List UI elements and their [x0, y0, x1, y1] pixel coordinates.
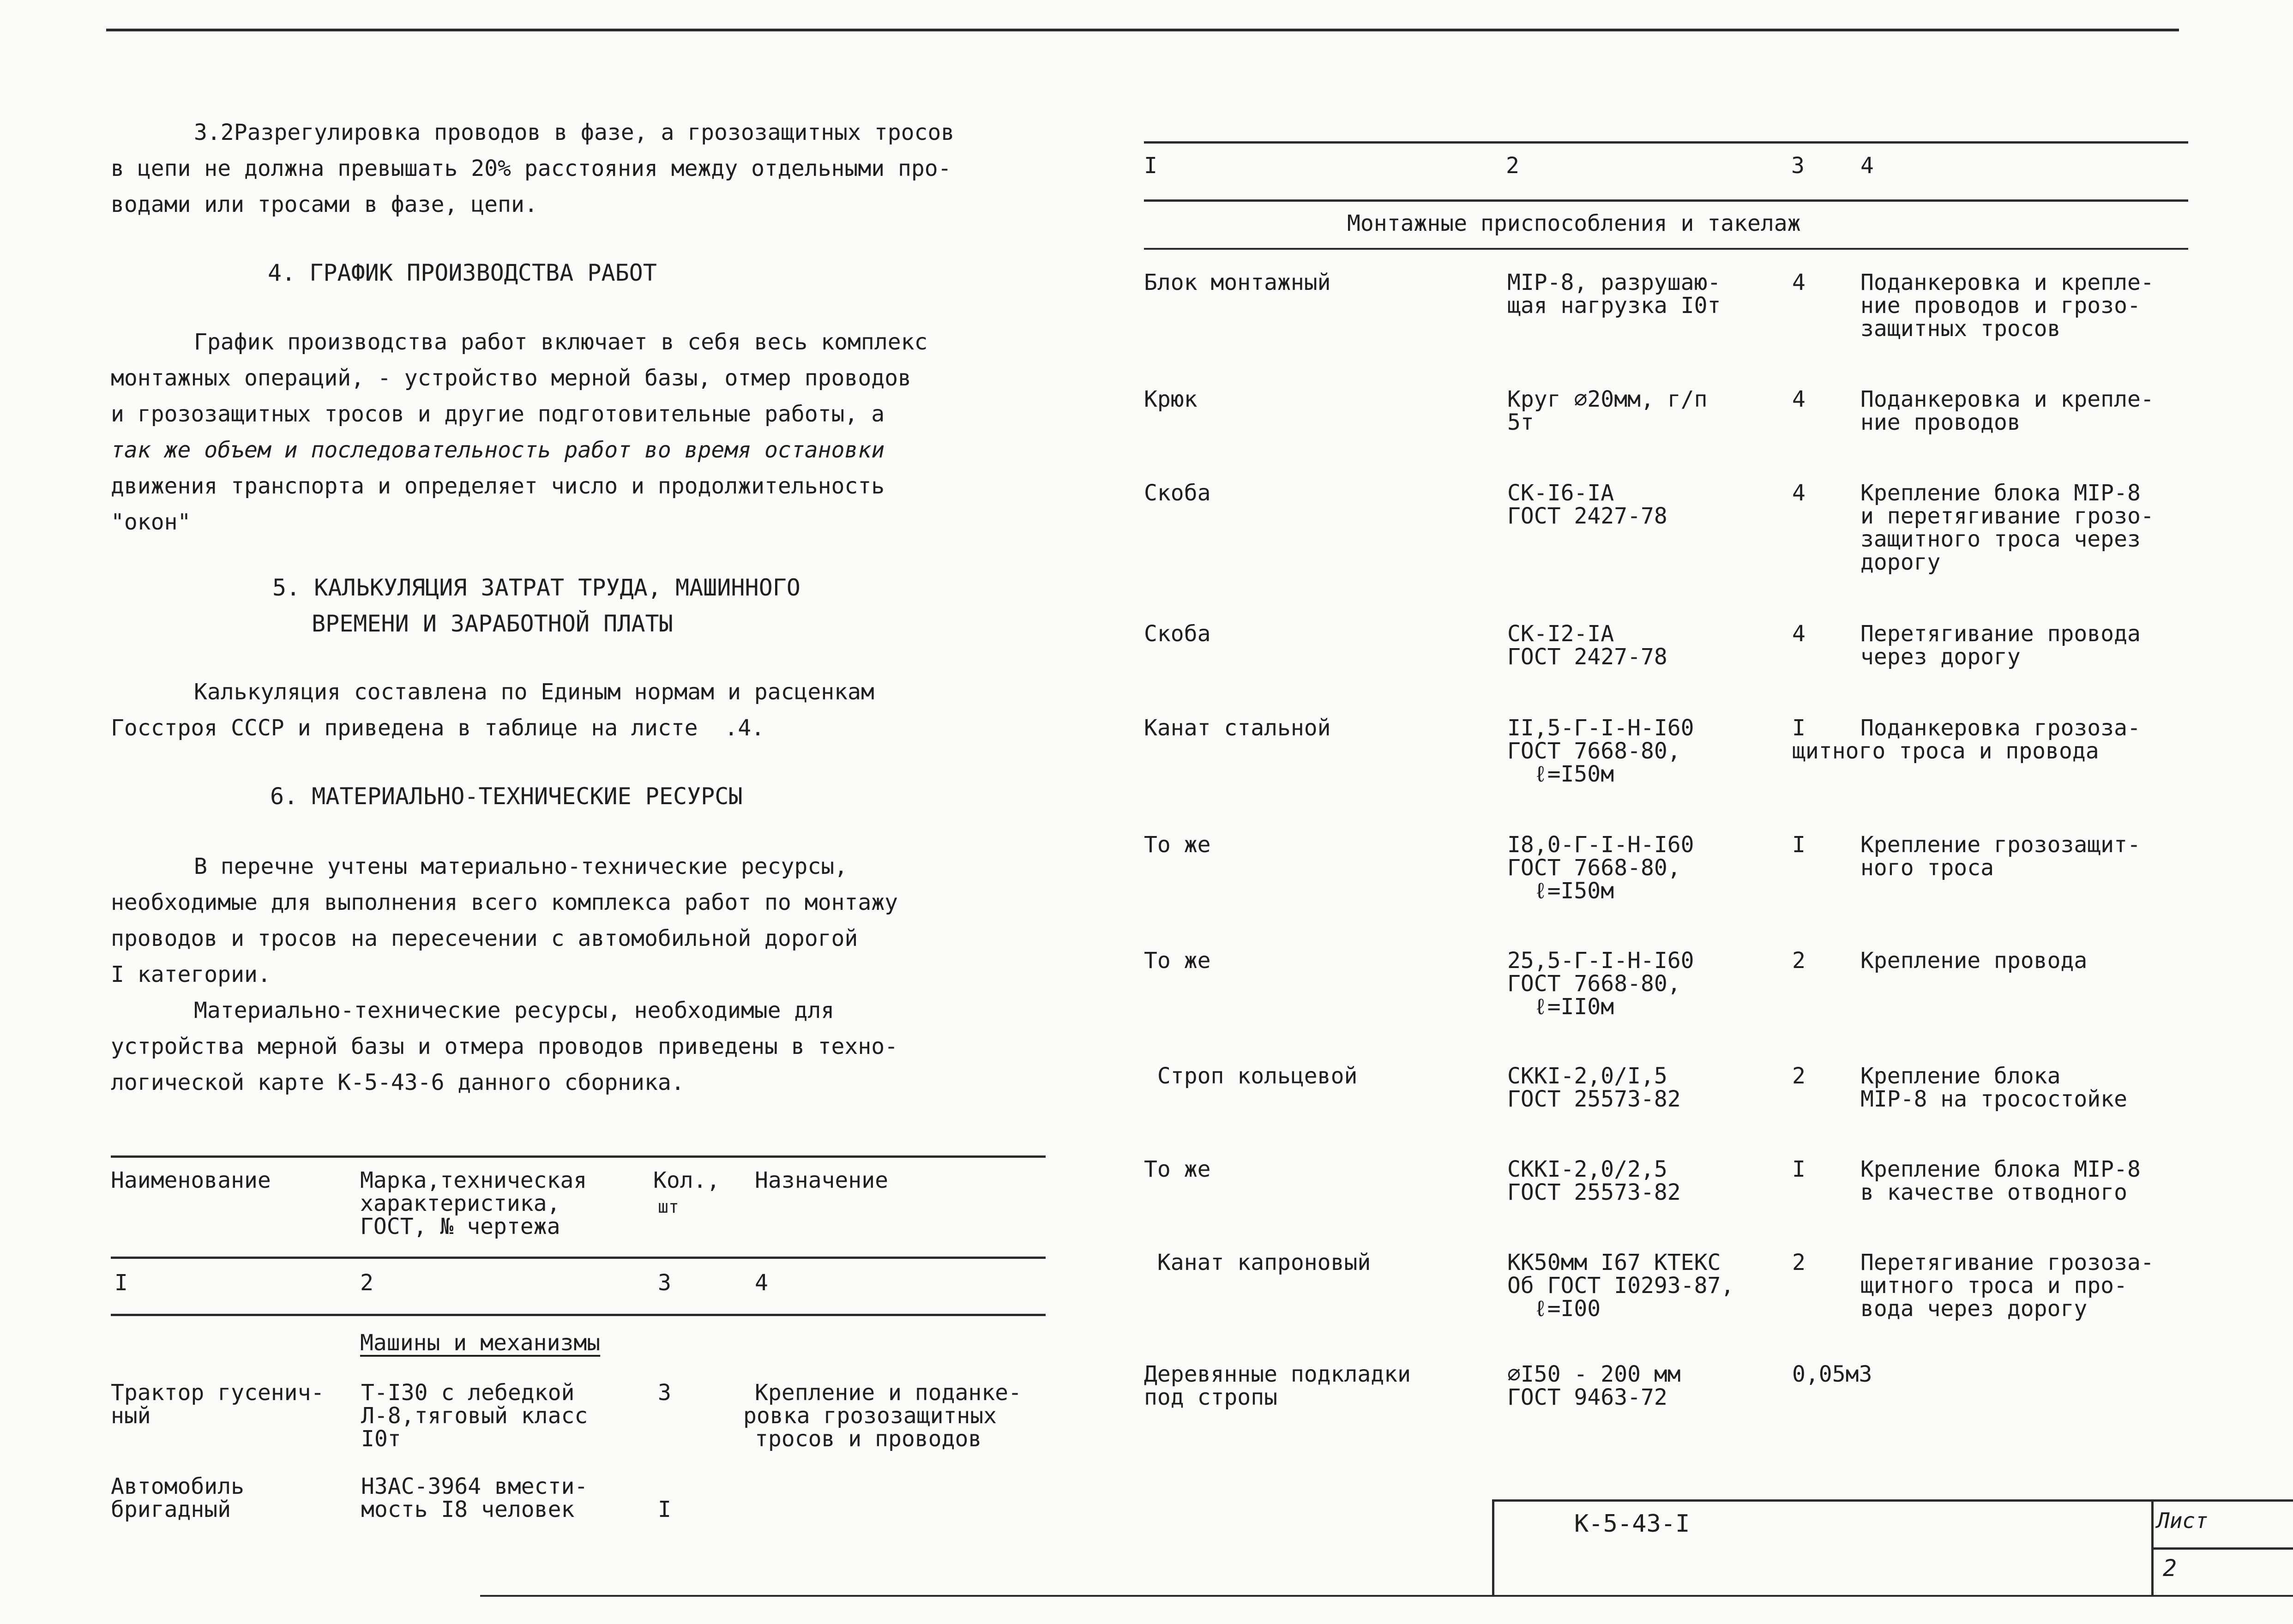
- r-row8-mark-2: ГОСТ 25573-82: [1507, 1086, 1681, 1112]
- r-row6-mark-2: ГОСТ 7668-80,: [1507, 855, 1681, 881]
- r-row10-mark-2: Об ГОСТ I0293-87,: [1507, 1273, 1734, 1299]
- r-row2-mark-1: Круг ∅20мм, г/п: [1507, 386, 1708, 412]
- r-row6-name: То же: [1144, 832, 1211, 858]
- section-4-line-1: График производства работ включает в себя весь комплекс: [194, 329, 928, 355]
- r-row1-purpose-3: защитных тросов: [1860, 316, 2061, 342]
- r-row1-qty: 4: [1792, 270, 1806, 295]
- r-row2-purpose-1: Поданкеровка и крепле-: [1860, 386, 2154, 412]
- row2-name-2: бригадный: [111, 1497, 231, 1522]
- table-rule-top: [111, 1155, 1046, 1158]
- stamp-mid-rule: [2151, 1547, 2293, 1550]
- r-row11-name-1: Деревянные подкладки: [1144, 1361, 1411, 1387]
- r-row10-mark-1: КК50мм I67 КТЕКС: [1507, 1250, 1721, 1275]
- section-5-title-line-1: 5. КАЛЬКУЛЯЦИЯ ЗАТРАТ ТРУДА, МАШИННОГО: [272, 574, 800, 601]
- col-number-3: 3: [658, 1270, 671, 1296]
- sheet-label: Лист: [2157, 1508, 2208, 1533]
- r-row3-purpose-4: дорогу: [1860, 549, 1941, 575]
- bottom-rule: [480, 1595, 2293, 1597]
- row1-purpose-1: Крепление и поданке-: [755, 1380, 1022, 1406]
- section-6-line-7: логической карте К-5-43-6 данного сборника.: [111, 1070, 685, 1095]
- r-row10-purpose-3: вода через дорогу: [1860, 1296, 2088, 1322]
- r-row3-name: Скоба: [1144, 480, 1211, 506]
- r-row5-purpose-1: Поданкеровка грозоза-: [1860, 715, 2141, 741]
- r-row2-name: Крюк: [1144, 386, 1198, 412]
- r-row11-mark-2: ГОСТ 9463-72: [1507, 1384, 1667, 1410]
- right-col-number-1: I: [1144, 153, 1157, 179]
- col-number-1: I: [114, 1270, 128, 1296]
- section-5-line-2: Госстроя СССР и приведена в таблице на листе .4.: [111, 715, 765, 741]
- section-6-line-4: I категории.: [111, 962, 271, 987]
- r-row3-mark-1: СК-I6-IA: [1507, 480, 1614, 506]
- r-row7-mark-3: ℓ=II0м: [1507, 994, 1614, 1020]
- section-6-line-3: проводов и тросов на пересечении с автомобильной дорогой: [111, 926, 858, 951]
- section-4-line-2: монтажных операций, - устройство мерной базы, отмер проводов: [111, 365, 911, 391]
- r-row9-purpose-2: в качестве отводного: [1860, 1179, 2127, 1205]
- section-5-title-line-2: ВРЕМЕНИ И ЗАРАБОТНОЙ ПЛАТЫ: [312, 610, 673, 637]
- section-4-line-4: так же объем и последовательность работ во время остановки: [111, 437, 885, 463]
- sheet-number: 2: [2163, 1555, 2177, 1582]
- para-3-2-line-2: в цепи не должна превышать 20% расстояния между отдельными про-: [111, 156, 951, 181]
- section-6-line-6: устройства мерной базы и отмера проводов приведены в техно-: [111, 1034, 898, 1059]
- r-row1-name: Блок монтажный: [1144, 270, 1331, 295]
- r-row9-purpose-1: Крепление блока МIР-8: [1860, 1156, 2141, 1182]
- r-row10-purpose-2: щитного троса и про-: [1860, 1273, 2127, 1299]
- r-row5-mark-1: II,5-Г-I-Н-I60: [1507, 715, 1694, 741]
- r-row3-mark-2: ГОСТ 2427-78: [1507, 503, 1667, 529]
- r-row9-mark-1: СККI-2,0/2,5: [1507, 1156, 1667, 1182]
- row1-qty: 3: [658, 1380, 671, 1406]
- r-row8-purpose-2: МIР-8 на тросостойке: [1860, 1086, 2127, 1112]
- r-row2-qty: 4: [1792, 386, 1806, 412]
- r-row10-purpose-1: Перетягивание грозоза-: [1860, 1250, 2154, 1275]
- row1-mark-3: I0т: [361, 1426, 401, 1452]
- right-col-number-4: 4: [1860, 153, 1874, 179]
- document-code: К-5-43-I: [1574, 1510, 1690, 1538]
- r-row1-purpose-2: ние проводов и грозо-: [1860, 293, 2141, 319]
- section-4-title: 4. ГРАФИК ПРОИЗВОДСТВА РАБОТ: [268, 259, 657, 286]
- r-row8-purpose-1: Крепление блока: [1860, 1063, 2061, 1089]
- r-row9-name: То же: [1144, 1156, 1211, 1182]
- row1-name-1: Трактор гусенич-: [111, 1380, 325, 1406]
- r-row11-qty: 0,05м3: [1792, 1361, 1872, 1387]
- section-6-line-1: В перечне учтены материально-технические ресурсы,: [194, 854, 848, 879]
- r-row1-mark-1: МIР-8, разрушаю-: [1507, 270, 1721, 295]
- r-row7-qty: 2: [1792, 948, 1806, 974]
- r-row7-name: То же: [1144, 948, 1211, 974]
- row1-mark-2: Л-8,тяговый класс: [361, 1403, 588, 1429]
- header-qty-2: шт: [658, 1197, 679, 1217]
- section-6-title: 6. МАТЕРИАЛЬНО-ТЕХНИЧЕСКИЕ РЕСУРСЫ: [270, 783, 743, 810]
- row1-purpose-2: ровка грозозащитных: [743, 1403, 997, 1429]
- machines-section-title: Машины и механизмы: [360, 1330, 601, 1356]
- r-row11-mark-1: ∅I50 - 200 мм: [1507, 1361, 1681, 1387]
- row1-mark-1: Т-I30 с лебедкой: [361, 1380, 575, 1406]
- stamp-left-rule: [1492, 1499, 1494, 1596]
- section-6-line-5: Материально-технические ресурсы, необходимые для: [194, 998, 835, 1023]
- para-3-2-line-1: 3.2Разрегулировка проводов в фазе, а грозозащитных тросов: [194, 120, 955, 145]
- right-col-number-2: 2: [1506, 153, 1519, 179]
- r-row5-name: Канат стальной: [1144, 715, 1331, 741]
- col-number-2: 2: [360, 1270, 373, 1296]
- r-row7-mark-2: ГОСТ 7668-80,: [1507, 971, 1681, 997]
- r-row11-name-2: под стропы: [1144, 1384, 1277, 1410]
- r-row4-purpose-1: Перетягивание провода: [1860, 621, 2141, 647]
- r-row8-mark-1: СККI-2,0/I,5: [1507, 1063, 1667, 1089]
- r-row8-qty: 2: [1792, 1063, 1806, 1089]
- header-qty-1: Кол.,: [653, 1167, 720, 1193]
- para-3-2-line-3: водами или тросами в фазе, цепи.: [111, 192, 538, 217]
- r-row1-mark-2: щая нагрузка I0т: [1507, 293, 1721, 319]
- section-4-line-6: "окон": [111, 509, 191, 535]
- r-row7-purpose-1: Крепление провода: [1860, 948, 2088, 974]
- top-rule: [106, 29, 2179, 31]
- col-number-4: 4: [755, 1270, 768, 1296]
- r-row3-purpose-3: защитного троса через: [1860, 526, 2141, 552]
- r-row6-purpose-2: ного троса: [1860, 855, 1994, 881]
- r-row10-name: Канат капроновый: [1144, 1250, 1371, 1275]
- r-row4-mark-1: СК-I2-IA: [1507, 621, 1614, 647]
- r-row2-mark-2: 5т: [1507, 409, 1534, 435]
- header-mark-2: характеристика,: [360, 1191, 560, 1216]
- r-row5-mark-2: ГОСТ 7668-80,: [1507, 738, 1681, 764]
- r-row4-mark-2: ГОСТ 2427-78: [1507, 644, 1667, 670]
- r-row3-purpose-1: Крепление блока МIР-8: [1860, 480, 2141, 506]
- right-rule-numbers: [1144, 199, 2188, 202]
- r-row8-name: Строп кольцевой: [1144, 1063, 1358, 1089]
- r-row2-purpose-2: ние проводов: [1860, 409, 2021, 435]
- section-4-line-3: и грозозащитных тросов и другие подготовительные работы, а: [111, 401, 885, 427]
- section-6-line-2: необходимые для выполнения всего комплекса работ по монтажу: [111, 890, 898, 915]
- stamp-top-rule: [1493, 1499, 2293, 1502]
- header-name: Наименование: [111, 1167, 271, 1193]
- r-row9-mark-2: ГОСТ 25573-82: [1507, 1179, 1681, 1205]
- r-row5-qty: I: [1792, 715, 1806, 741]
- r-row5-purpose-2: щитного троса и провода: [1792, 738, 2099, 764]
- r-row5-mark-3: ℓ=I50м: [1507, 761, 1614, 787]
- right-rule-top: [1144, 141, 2188, 144]
- r-row4-purpose-2: через дорогу: [1860, 644, 2021, 670]
- rigging-section-title: Монтажные приспособления и такелаж: [1347, 211, 1801, 236]
- row2-mark-2: мость I8 человек: [361, 1497, 575, 1522]
- row2-name-1: Автомобиль: [111, 1474, 244, 1499]
- header-purpose: Назначение: [755, 1167, 888, 1193]
- r-row6-purpose-1: Крепление грозозащит-: [1860, 832, 2141, 858]
- section-5-line-1: Калькуляция составлена по Единым нормам и расценкам: [194, 679, 874, 705]
- r-row3-qty: 4: [1792, 480, 1806, 506]
- r-row6-mark-3: ℓ=I50м: [1507, 878, 1614, 904]
- r-row4-qty: 4: [1792, 621, 1806, 647]
- r-row1-purpose-1: Поданкеровка и крепле-: [1860, 270, 2154, 295]
- r-row4-name: Скоба: [1144, 621, 1211, 647]
- section-4-line-5: движения транспорта и определяет число и продолжительность: [111, 473, 885, 499]
- row1-purpose-3: тросов и проводов: [755, 1426, 982, 1452]
- table-rule-numbers: [111, 1314, 1046, 1316]
- r-row7-mark-1: 25,5-Г-I-Н-I60: [1507, 948, 1694, 974]
- right-col-number-3: 3: [1791, 153, 1805, 179]
- r-row6-mark-1: I8,0-Г-I-Н-I60: [1507, 832, 1694, 858]
- header-mark-1: Марка,техническая: [360, 1167, 587, 1193]
- r-row10-qty: 2: [1792, 1250, 1806, 1275]
- row2-mark-1: НЗАС-3964 вмести-: [361, 1474, 588, 1499]
- header-mark-3: ГОСТ, № чертежа: [360, 1214, 560, 1239]
- r-row10-mark-3: ℓ=I00: [1507, 1296, 1601, 1322]
- row2-qty: I: [658, 1497, 671, 1522]
- r-row9-qty: I: [1792, 1156, 1806, 1182]
- r-row6-qty: I: [1792, 832, 1806, 858]
- table-rule-header: [111, 1257, 1046, 1259]
- r-row3-purpose-2: и перетягивание грозо-: [1860, 503, 2154, 529]
- row1-name-2: ный: [111, 1403, 151, 1429]
- rigging-section-rule: [1144, 248, 2188, 250]
